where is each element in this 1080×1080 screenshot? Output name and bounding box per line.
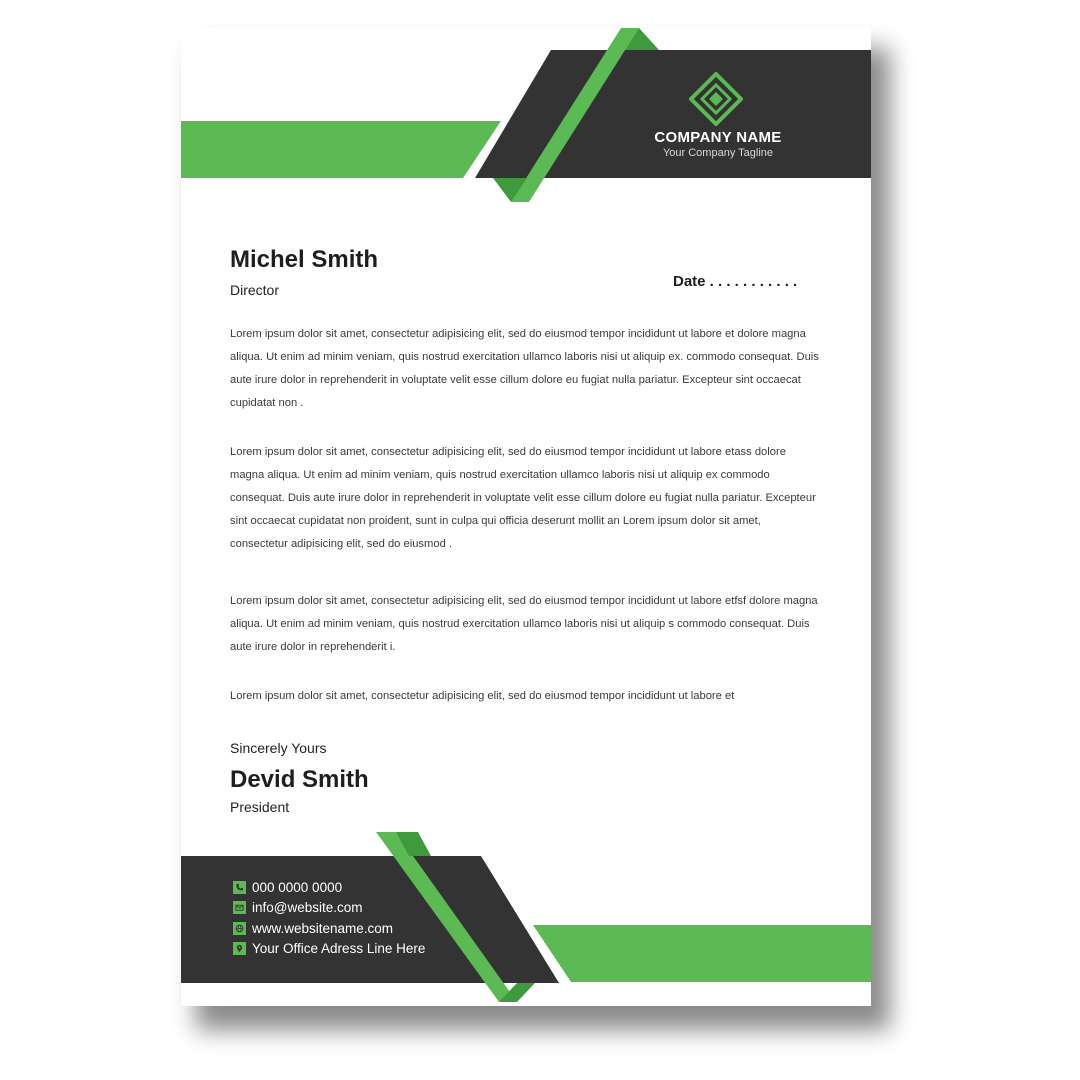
recipient-name: Michel Smith [230, 246, 379, 273]
diamond-logo-icon [689, 72, 743, 126]
location-pin-icon [233, 942, 246, 955]
date-label: Date . . . . . . . . . . . [673, 273, 798, 290]
letterhead-page [181, 28, 871, 1006]
recipient-role: Director [230, 282, 280, 298]
contact-email-text: info@website.com [252, 900, 363, 916]
contact-website-text: www.websitename.com [252, 920, 394, 936]
body-paragraph-3: Lorem ipsum dolor sit amet, consectetur adipisicing elit, sed do eiusmod tempor incididunt ut labore etfsf dolore magna aliqua. Ut enim ad minim veniam, quis nostrud exercitation ullamco laboris nisi ut aliquip s commodo consequat. Duis aute irure dolor in reprehenderit i. [230, 595, 818, 653]
company-tagline: Your Company Tagline [662, 147, 774, 159]
contact-email [233, 898, 425, 919]
header-green-band [181, 121, 501, 178]
company-name: COMPANY NAME [654, 129, 782, 146]
contact-list [233, 877, 425, 959]
contact-address-text: Your Office Adress Line Here [252, 941, 426, 957]
contact-website [233, 918, 425, 939]
body-paragraph-2: Lorem ipsum dolor sit amet, consectetur adipisicing elit, sed do eiusmod tempor incididunt ut labore etass dolore magna aliqua. Ut enim ad minim veniam, quis nostrud exercitation ullamco laboris nisi ut aliquip ex commodo consequat. Duis aute irure dolor in reprehenderit in voluptate velit esse cillum dolore eu fugiat nulla pariatur. Excepteur sint occaecat cupidatat non proident, sunt in culpa qui officia deserunt mollit an Lorem ipsum dolor sit amet, consectetur adipisicing elit, sed do eiusmod . [230, 446, 816, 550]
globe-icon [233, 922, 246, 935]
phone-icon [233, 881, 246, 894]
contact-address [233, 939, 425, 960]
signer-role: President [230, 799, 290, 815]
signer-name: Devid Smith [230, 766, 369, 793]
contact-phone [233, 877, 425, 898]
contact-phone-text: 000 0000 0000 [252, 879, 343, 895]
body-paragraph-1: Lorem ipsum dolor sit amet, consectetur adipisicing elit, sed do eiusmod tempor incididunt ut labore et dolore magna aliqua. Ut enim ad minim veniam, quis nostrud exercitation ullamco laboris nisi ut aliquip ex. commodo consequat. Duis aute irure dolor in reprehenderit in voluptate velit esse cillum dolore eu fugiat nulla pariatur. Excepteur sint occaecat cupidatat non . [230, 328, 819, 409]
closing-salutation: Sincerely Yours [230, 740, 327, 756]
body-paragraph-4: Lorem ipsum dolor sit amet, consectetur adipisicing elit, sed do eiusmod tempor incididunt ut labore et [230, 690, 735, 702]
email-icon [233, 901, 246, 914]
footer-green-band [533, 925, 871, 982]
